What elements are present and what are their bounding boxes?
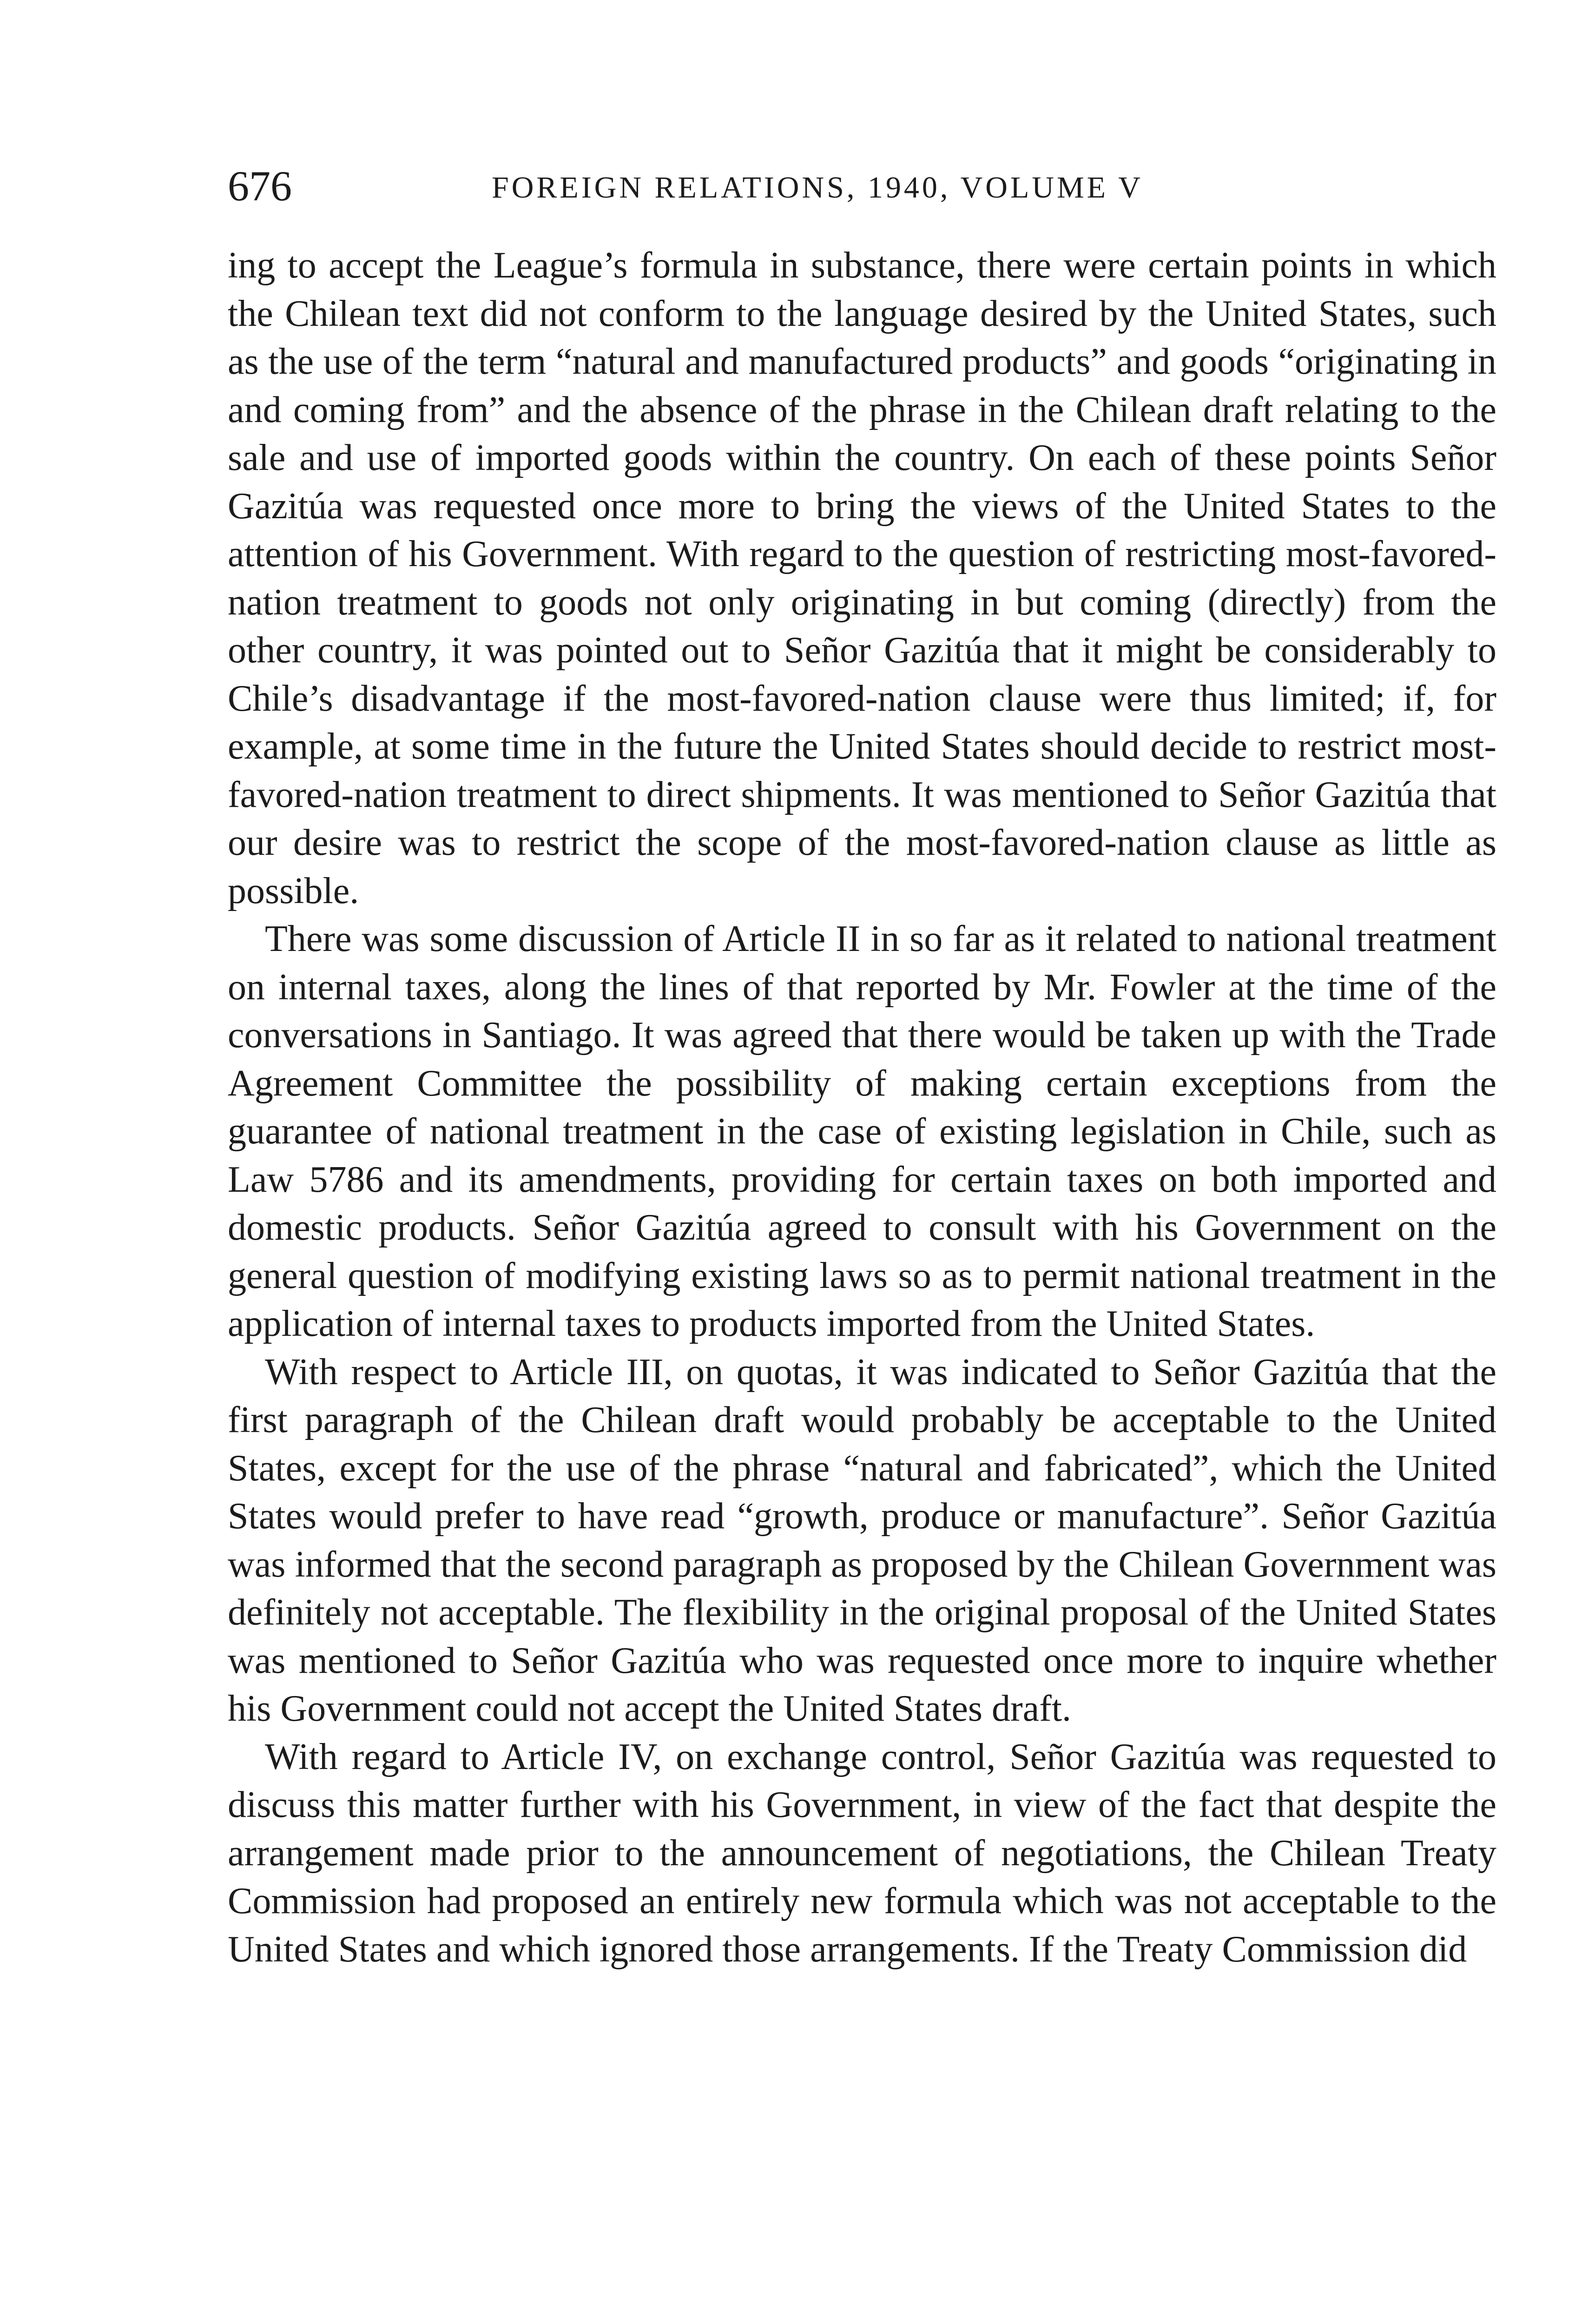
running-title: FOREIGN RELATIONS, 1940, VOLUME V — [492, 171, 1143, 205]
paragraph-article-ii: There was some discussion of Article II in so far as it related to national treatment on internal taxes, along the lines of that reported by Mr. Fowler at the time of the conversations in Santiago. It was agreed that there would be taken up with the Trade Agreement Committee the possibility of making certain exceptions from the guarantee of national treatment in the case of existing legislation in Chile, such as Law 5786 and its amendments, providing for certain taxes on both imported and domestic products. Señor Gazitúa agreed to consult with his Government on the general question of modifying existing laws so as to permit national treatment in the application of internal taxes to products imported from the United States. — [228, 918, 1496, 1344]
page-header — [228, 160, 1496, 221]
paragraph-article-iv: With regard to Article IV, on exchange control, Señor Gazitúa was requested to discuss this matter further with his Government, in view of the fact that despite the arrangement made prior to the announcement of negotiations, the Chilean Treaty Commission had proposed an entirely new formula which was not acceptable to the United States and which ignored those arrangements. If the Treaty Commission did — [228, 1736, 1496, 1970]
paragraph-continued: ing to accept the League’s formula in substance, there were certain points in which the Chilean text did not conform to the language desired by the United States, such as the use of the term “natural and manufactured products” and goods “originating in and coming from” and the absence of the phrase in the Chilean draft relating to the sale and use of imported goods within the country. On each of these points Señor Gazitúa was requested once more to bring the views of the United States to the attention of his Government. With regard to the question of restricting most-favored-nation treatment to goods not only originating in but coming (directly) from the other country, it was pointed out to Señor Gazitúa that it might be considerably to Chile’s disadvantage if the most-favored-nation clause were thus limited; if, for example, at some time in the future the United States should decide to restrict most-favored-nation treatment to direct shipments. It was mentioned to Señor Gazitúa that our desire was to restrict the scope of the most-favored-nation clause as little as possible. — [228, 245, 1496, 911]
body-text — [228, 242, 1496, 1974]
page-number: 676 — [228, 162, 292, 210]
paragraph-article-iii: With respect to Article III, on quotas, it was indicated to Señor Gazitúa that the first paragraph of the Chilean draft would probably be acceptable to the United States, except for the use of the phrase “natural and fabricated”, which the United States would prefer to have read “growth, produce or manufacture”. Señor Gazitúa was informed that the second paragraph as proposed by the Chilean Government was definitely not acceptable. The flexibility in the original proposal of the United States was mentioned to Señor Gazitúa who was requested once more to inquire whether his Government could not accept the United States draft. — [228, 1351, 1496, 1729]
